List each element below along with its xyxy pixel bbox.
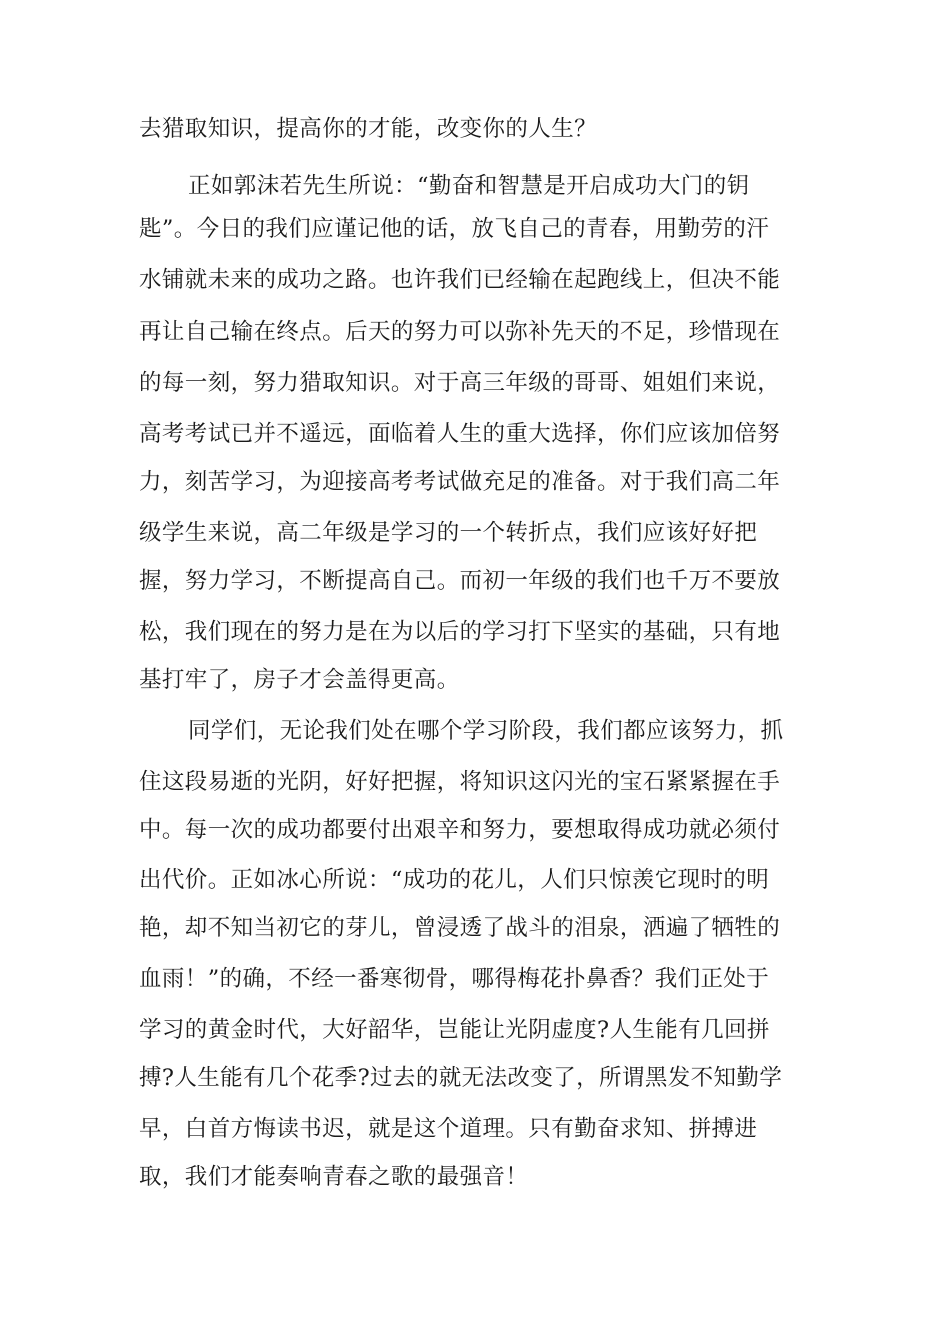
text-line: 力，刻苦学习，为迎接高考考试做充足的准备。对于我们高二年 <box>139 469 781 495</box>
text-line: 级学生来说，高二年级是学习的一个转折点，我们应该好好把 <box>139 520 758 546</box>
text-line: 早，白首方悔读书迟，就是这个道理。只有勤奋求知、拼搏进 <box>139 1116 758 1142</box>
text-line: 握，努力学习，不断提高自己。而初一年级的我们也千万不要放 <box>139 568 781 594</box>
paragraph-start-line: 正如郭沫若先生所说：“勤奋和智慧是开启成功大门的钥 <box>188 173 750 199</box>
text-line: 高考考试已并不遥远，面临着人生的重大选择，你们应该加倍努 <box>139 421 781 447</box>
text-line: 住这段易逝的光阴，好好把握，将知识这闪光的宝石紧紧握在手 <box>139 769 781 795</box>
paragraph-start-line: 同学们，无论我们处在哪个学习阶段，我们都应该努力，抓 <box>188 718 784 744</box>
text-line: 去猎取知识，提高你的才能，改变你的人生？ <box>139 116 598 142</box>
text-line: 再让自己输在终点。后天的努力可以弥补先天的不足，珍惜现在 <box>139 319 781 345</box>
text-line: 学习的黄金时代，大好韶华，岂能让光阴虚度?人生能有几回拼 <box>139 1017 770 1043</box>
text-line: 水铺就未来的成功之路。也许我们已经输在起跑线上，但决不能 <box>139 267 781 293</box>
text-line: 血雨！”的确，不经一番寒彻骨，哪得梅花扑鼻香？我们正处于 <box>139 966 770 992</box>
text-line: 的每一刻，努力猎取知识。对于高三年级的哥哥、姐姐们来说， <box>139 370 781 396</box>
text-line: 基打牢了，房子才会盖得更高。 <box>139 667 460 693</box>
text-line: 松，我们现在的努力是在为以后的学习打下坚实的基础，只有地 <box>139 619 781 645</box>
text-line: 出代价。正如冰心所说：“成功的花儿，人们只惊羡它现时的明 <box>139 867 770 893</box>
text-line: 取，我们才能奏响青春之歌的最强音！ <box>139 1164 529 1190</box>
text-line: 搏?人生能有几个花季?过去的就无法改变了，所谓黑发不知勤学 <box>139 1065 783 1091</box>
text-line: 中。每一次的成功都要付出艰辛和努力，要想取得成功就必须付 <box>139 817 781 843</box>
text-line: 匙”。今日的我们应谨记他的话，放飞自己的青春，用勤劳的汗 <box>139 216 770 242</box>
text-line: 艳，却不知当初它的芽儿，曾浸透了战斗的泪泉，洒遍了牺牲的 <box>139 915 781 941</box>
